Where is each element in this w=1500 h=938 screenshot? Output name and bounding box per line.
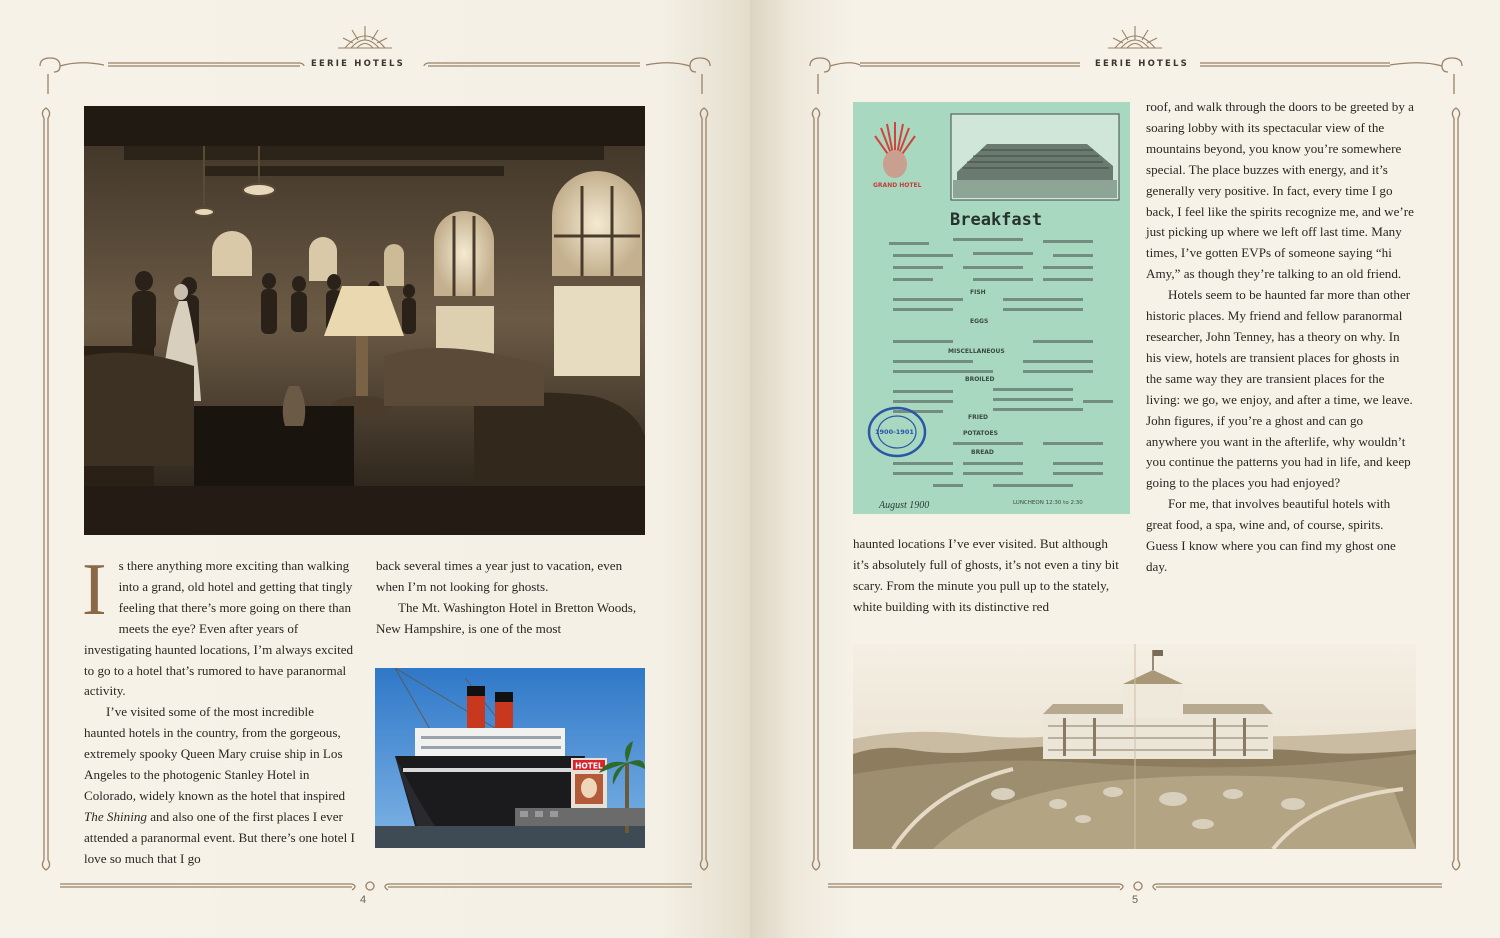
menu-section-bread: BREAD	[971, 449, 994, 456]
hotel-sign: HOTEL	[575, 761, 603, 771]
drop-cap: I	[82, 549, 107, 631]
book-title-the-shining: The Shining	[84, 808, 147, 824]
menu-section-potatoes: POTATOES	[963, 430, 998, 437]
left-text-column-2	[376, 556, 646, 640]
queen-mary-ship-photo	[375, 668, 645, 848]
running-head: EERIE HOTELS	[1095, 59, 1189, 69]
hotel-lobby-photo	[84, 106, 645, 535]
menu-hotel-name: GRAND HOTEL	[873, 182, 922, 189]
right-text-column-1	[853, 534, 1125, 618]
running-head: EERIE HOTELS	[311, 59, 405, 69]
mount-washington-hotel-panorama	[853, 644, 1416, 849]
page-number-right: 5	[1132, 894, 1139, 906]
paragraph-hotels-haunted: Hotels seem to be haunted far more than other historic places. My friend and fellow paranormal researcher, John Tenney, has a theory on why. In his view, hotels are transient places for ghosts in the same way they are transient places for the living: we go, we enjoy, and after a time, we leave. John figures, if you’re a ghost and can go anywhere you want in the afterlife, why wouldn’t you continue the patterns you had in life, and keep going to the places you had enjoyed?	[1146, 287, 1413, 491]
left-text-column-1	[82, 549, 356, 870]
right-page	[750, 0, 1500, 938]
paragraph-mt-washington: The Mt. Washington Hotel in Bretton Woods, New Hampshire, is one of the most	[376, 599, 637, 636]
stamp-date: 1900-1901	[875, 428, 914, 436]
paragraph-vacation: back several times a year just to vacation, even when I’m not looking for ghosts.	[376, 558, 623, 594]
intro-paragraph: s there anything more exciting than walking into a grand, old hotel and getting that tingly feeling that there’s more going on there than meets the eye? Even after years of investigating haunted locations, I’m always excited to go to a hotel that’s rumored to have paranormal activity.	[84, 558, 354, 699]
menu-handwritten-date: August 1900	[879, 500, 930, 511]
paragraph-lobby-view: roof, and walk through the doors to be greeted by a soaring lobby with its spectacular view of the mountains beyond, you know you’re somewhere special. The place buzzes with energy, and it’s generally very positive. In fact, every time I go back, I feel like the spirits recognize me, and we’re just picking up where we left off last time. Many times, I’ve gotten EVPs of someone saying “hi Amy,” as though they’re talking to an old friend.	[1146, 99, 1414, 282]
paragraph-haunted-hotels: I’ve visited some of the most incredible haunted hotels in the country, from the gorgeous, extremely spooky Queen Mary cruise ship in Los Angeles to the photogenic Stanley Hotel in Colorado, widely known as the hotel that inspired The Shining and also one of the first places I ever attended a paranormal event. But there’s one hotel I love so much that I go	[84, 704, 355, 866]
menu-section-broiled: BROILED	[965, 376, 995, 383]
right-text-column-2	[1146, 97, 1417, 578]
paragraph-for-me: For me, that involves beautiful hotels with great food, a spa, wine and, of course, spirits. Guess I know where you can find my ghost one day.	[1146, 496, 1396, 574]
menu-luncheon-hours: LUNCHEON 12:30 to 2:30	[1013, 500, 1083, 506]
grand-hotel-breakfast-menu	[853, 102, 1130, 514]
page-number-left: 4	[360, 894, 367, 906]
menu-title: Breakfast	[950, 210, 1043, 230]
paragraph-not-scary: haunted locations I’ve ever visited. But although it’s absolutely full of ghosts, it’s not even a tiny bit scary. From the minute you pull up to the stately, white building with its distinctive red	[853, 536, 1119, 614]
menu-section-fish: FISH	[970, 289, 986, 296]
menu-section-eggs: EGGS	[970, 318, 989, 325]
menu-section-fried: FRIED	[968, 414, 989, 421]
menu-section-miscellaneous: MISCELLANEOUS	[948, 348, 1005, 355]
